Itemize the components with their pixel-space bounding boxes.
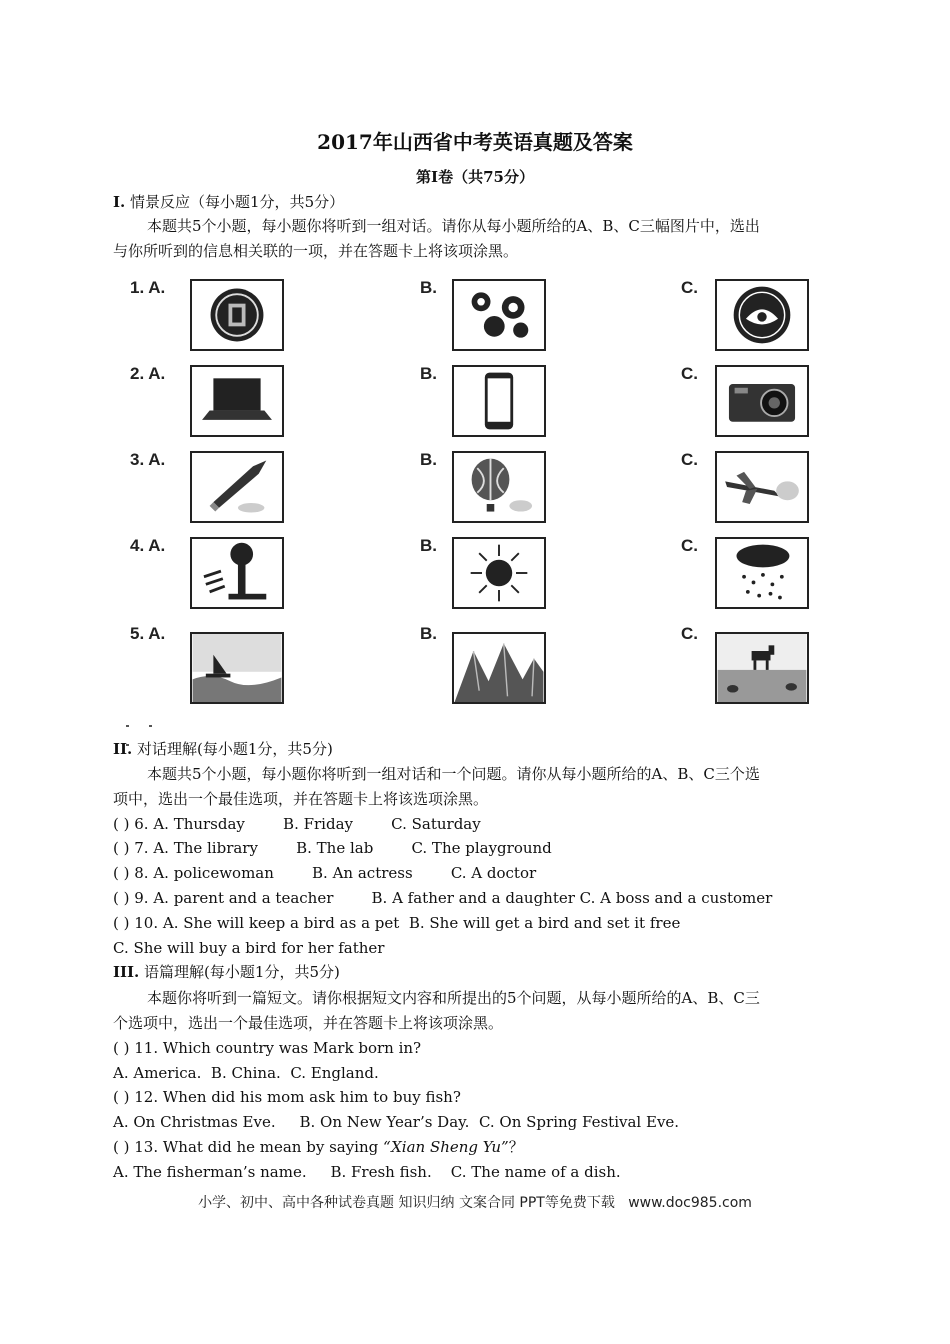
q3-b-label: B.	[420, 450, 437, 469]
page-title: 2017年山西省中考英语真题及答案	[317, 130, 633, 154]
paper-cut-circle-icon	[715, 279, 809, 351]
camera-icon	[715, 365, 809, 437]
question-11: ( ) 11. Which country was Mark born in?	[113, 1039, 422, 1057]
picture-grid	[128, 276, 828, 716]
q5-c-label: C.	[681, 624, 698, 643]
section-1-instruction-line-2: 与你所听到的信息相关联的一项，并在答题卡上将该项涂黑。	[113, 242, 519, 260]
question-10: ( ) 10. A. She will keep a bird as a pet B. She will get a bird and set it free	[113, 914, 681, 932]
question-8: ( ) 8. A. policewoman B. An actress C. A doctor	[113, 864, 537, 882]
section-1-heading: I. 情景反应（每小题1分，共5分）	[113, 193, 345, 211]
question-6: ( ) 6. A. Thursday B. Friday C. Saturday	[113, 815, 481, 833]
rain-cloud-icon	[715, 537, 809, 609]
airplane-icon	[715, 451, 809, 523]
question-10-option-c: C. She will buy a bird for her father	[113, 939, 385, 957]
question-12: ( ) 12. When did his mom ask him to buy fish?	[113, 1088, 461, 1106]
q1-b-label: B.	[420, 278, 437, 297]
stray-marks	[126, 712, 184, 714]
page-footer: 小学、初中、高中各种试卷真题 知识归纳 文案合同 PPT等免费下载 www.doc985.com	[198, 1195, 752, 1211]
rocket-icon	[190, 451, 284, 523]
q3-label: 3. A.	[130, 450, 166, 469]
q4-c-label: C.	[681, 536, 698, 555]
q4-label: 4. A.	[130, 536, 166, 555]
section-3-instruction-line-2: 个选项中，选出一个最佳选项，并在答题卡上将该项涂黑。	[113, 1014, 504, 1032]
question-9: ( ) 9. A. parent and a teacher B. A father and a daughter C. A boss and a customer	[113, 889, 773, 907]
mountains-icon	[452, 632, 546, 704]
section-2-heading: II. 对话理解(每小题1分，共5分)	[113, 740, 333, 758]
question-7: ( ) 7. A. The library B. The lab C. The playground	[113, 839, 552, 857]
q3-c-label: C.	[681, 450, 698, 469]
q5-b-label: B.	[420, 624, 437, 643]
q2-label: 2. A.	[130, 364, 166, 383]
laptop-icon	[190, 365, 284, 437]
sun-icon	[452, 537, 546, 609]
page-subtitle: 第Ⅰ卷（共75分）	[416, 168, 534, 186]
section-1-instruction-line-1: 本题共5个小题，每小题你将听到一组对话。请你从每小题所给的A、B、C三幅图片中，选出	[147, 217, 760, 235]
paper-cut-round-icon	[190, 279, 284, 351]
question-13-options: A. The fisherman’s name. B. Fresh fish. C. The name of a dish.	[113, 1163, 621, 1181]
hot-air-balloon-icon	[452, 451, 546, 523]
question-12-options: A. On Christmas Eve. B. On New Year’s Day. C. On Spring Festival Eve.	[113, 1113, 680, 1131]
paper-cut-flowers-icon	[452, 279, 546, 351]
question-11-options: A. America. B. China. C. England.	[113, 1064, 379, 1082]
sea-boat-icon	[190, 632, 284, 704]
q2-b-label: B.	[420, 364, 437, 383]
q5-label: 5. A.	[130, 624, 166, 643]
windy-tree-icon	[190, 537, 284, 609]
q1-label: 1. A.	[130, 278, 166, 297]
section-3-instruction-line-1: 本题你将听到一篇短文。请你根据短文内容和所提出的5个问题，从每小题所给的A、B、C三	[147, 989, 760, 1007]
q2-c-label: C.	[681, 364, 698, 383]
question-13: ( ) 13. What did he mean by saying “Xian Sheng Yu”？	[113, 1138, 524, 1156]
q4-b-label: B.	[420, 536, 437, 555]
grassland-horse-icon	[715, 632, 809, 704]
section-3-heading: III. 语篇理解(每小题1分，共5分)	[113, 963, 340, 981]
smartphone-icon	[452, 365, 546, 437]
q1-c-label: C.	[681, 278, 698, 297]
section-2-instruction-line-2: 项中，选出一个最佳选项，并在答题卡上将该选项涂黑。	[113, 790, 489, 808]
section-2-instruction-line-1: 本题共5个小题，每小题你将听到一组对话和一个问题。请你从每小题所给的A、B、C三个选	[147, 765, 760, 783]
